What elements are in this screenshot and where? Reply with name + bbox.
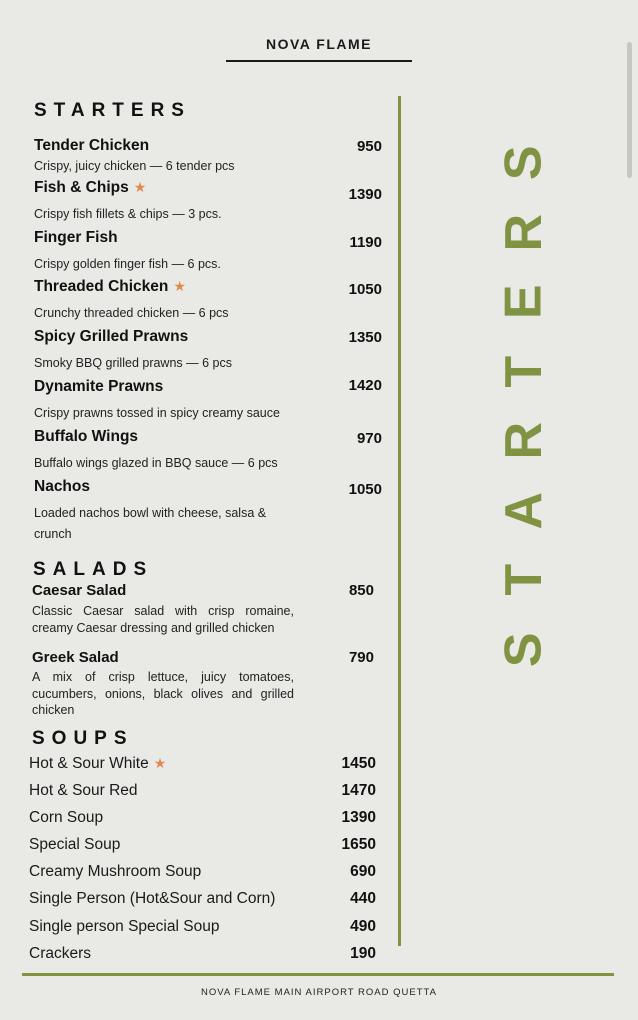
star-icon: ★ bbox=[173, 278, 186, 294]
item-name: Buffalo Wings bbox=[34, 428, 139, 445]
item-name: Single person Special Soup bbox=[29, 918, 220, 935]
item-name: Caesar Salad bbox=[32, 582, 127, 599]
item-description: Crispy prawns tossed in spicy creamy sauce bbox=[34, 406, 280, 420]
item-price: 1050 bbox=[348, 481, 382, 498]
item-price: 1390 bbox=[348, 186, 382, 203]
star-icon: ★ bbox=[133, 179, 147, 195]
item-name: Corn Soup bbox=[29, 809, 104, 826]
item-price: 490 bbox=[350, 918, 376, 935]
item-name: Nachos bbox=[34, 478, 90, 495]
footer-divider bbox=[22, 973, 614, 976]
item-price: 190 bbox=[350, 945, 376, 962]
item-name: Hot & Sour Red bbox=[29, 782, 138, 799]
item-price: 1350 bbox=[348, 329, 382, 346]
item-name: Spicy Grilled Prawns bbox=[34, 328, 189, 345]
star-icon: ★ bbox=[153, 755, 167, 771]
header-underline bbox=[226, 60, 412, 62]
vertical-divider bbox=[398, 96, 401, 946]
item-price: 440 bbox=[350, 890, 376, 907]
item-description: A mix of crisp lettuce, juicy tomatoes, cucumbers, onions, black olives and grilled chicken bbox=[32, 670, 294, 717]
banner-letter: E bbox=[494, 284, 553, 320]
item-description: Crispy, juicy chicken — 6 tender pcs bbox=[34, 159, 235, 173]
item-price: 850 bbox=[348, 582, 374, 599]
banner-letter: R bbox=[494, 421, 553, 460]
banner-letter: A bbox=[494, 491, 553, 530]
section-title-soups: SOUPS bbox=[32, 728, 134, 749]
banner-letter: R bbox=[494, 213, 553, 252]
restaurant-title: NOVA FLAME bbox=[266, 36, 372, 52]
item-price: 690 bbox=[350, 863, 376, 880]
item-name: Dynamite Prawns bbox=[34, 378, 164, 395]
item-price: 1650 bbox=[341, 836, 376, 853]
item-name: Special Soup bbox=[29, 836, 121, 853]
item-name: Crackers bbox=[29, 945, 92, 962]
footer-address: NOVA FLAME MAIN AIRPORT ROAD QUETTA bbox=[201, 987, 437, 998]
item-price: 1420 bbox=[348, 377, 382, 394]
item-name: Single Person (Hot&Sour and Corn) bbox=[29, 890, 276, 907]
item-name: Threaded Chicken ★ bbox=[34, 278, 186, 295]
item-price: 1390 bbox=[341, 809, 376, 826]
item-price: 1450 bbox=[341, 755, 376, 772]
item-description: Crunchy threaded chicken — 6 pcs bbox=[34, 306, 229, 320]
banner-letter: T bbox=[494, 355, 553, 388]
item-price: 1190 bbox=[349, 234, 382, 251]
item-name: Finger Fish bbox=[34, 229, 118, 246]
item-description: Loaded nachos bowl with cheese, salsa & crunch bbox=[34, 506, 267, 541]
item-name: Hot & Sour White ★ bbox=[29, 755, 167, 772]
item-price: 790 bbox=[348, 649, 374, 666]
section-title-starters: STARTERS bbox=[34, 100, 191, 121]
item-price: 1050 bbox=[348, 281, 382, 298]
item-description: Buffalo wings glazed in BBQ sauce — 6 pcs bbox=[34, 456, 278, 470]
item-name: Greek Salad bbox=[32, 649, 119, 666]
item-name: Tender Chicken bbox=[34, 137, 150, 154]
section-title-salads: SALADS bbox=[33, 559, 154, 580]
item-description: Crispy fish fillets & chips — 3 pcs. bbox=[34, 207, 222, 221]
item-price: 950 bbox=[356, 138, 382, 155]
banner-letter: S bbox=[494, 631, 553, 667]
item-name: Creamy Mushroom Soup bbox=[29, 863, 202, 880]
scrollbar-thumb[interactable] bbox=[627, 42, 632, 178]
banner-letter: S bbox=[494, 145, 553, 181]
item-description: Classic Caesar salad with crisp romaine, creamy Caesar dressing and grilled chicken bbox=[32, 604, 294, 635]
item-description: Smoky BBQ grilled prawns — 6 pcs bbox=[34, 356, 232, 370]
item-price: 1470 bbox=[341, 782, 376, 799]
vertical-section-banner bbox=[494, 128, 560, 684]
item-price: 970 bbox=[356, 430, 382, 447]
banner-letter: T bbox=[494, 563, 553, 596]
item-description: Crispy golden finger fish — 6 pcs. bbox=[34, 257, 221, 271]
item-name: Fish & Chips ★ bbox=[34, 179, 147, 196]
